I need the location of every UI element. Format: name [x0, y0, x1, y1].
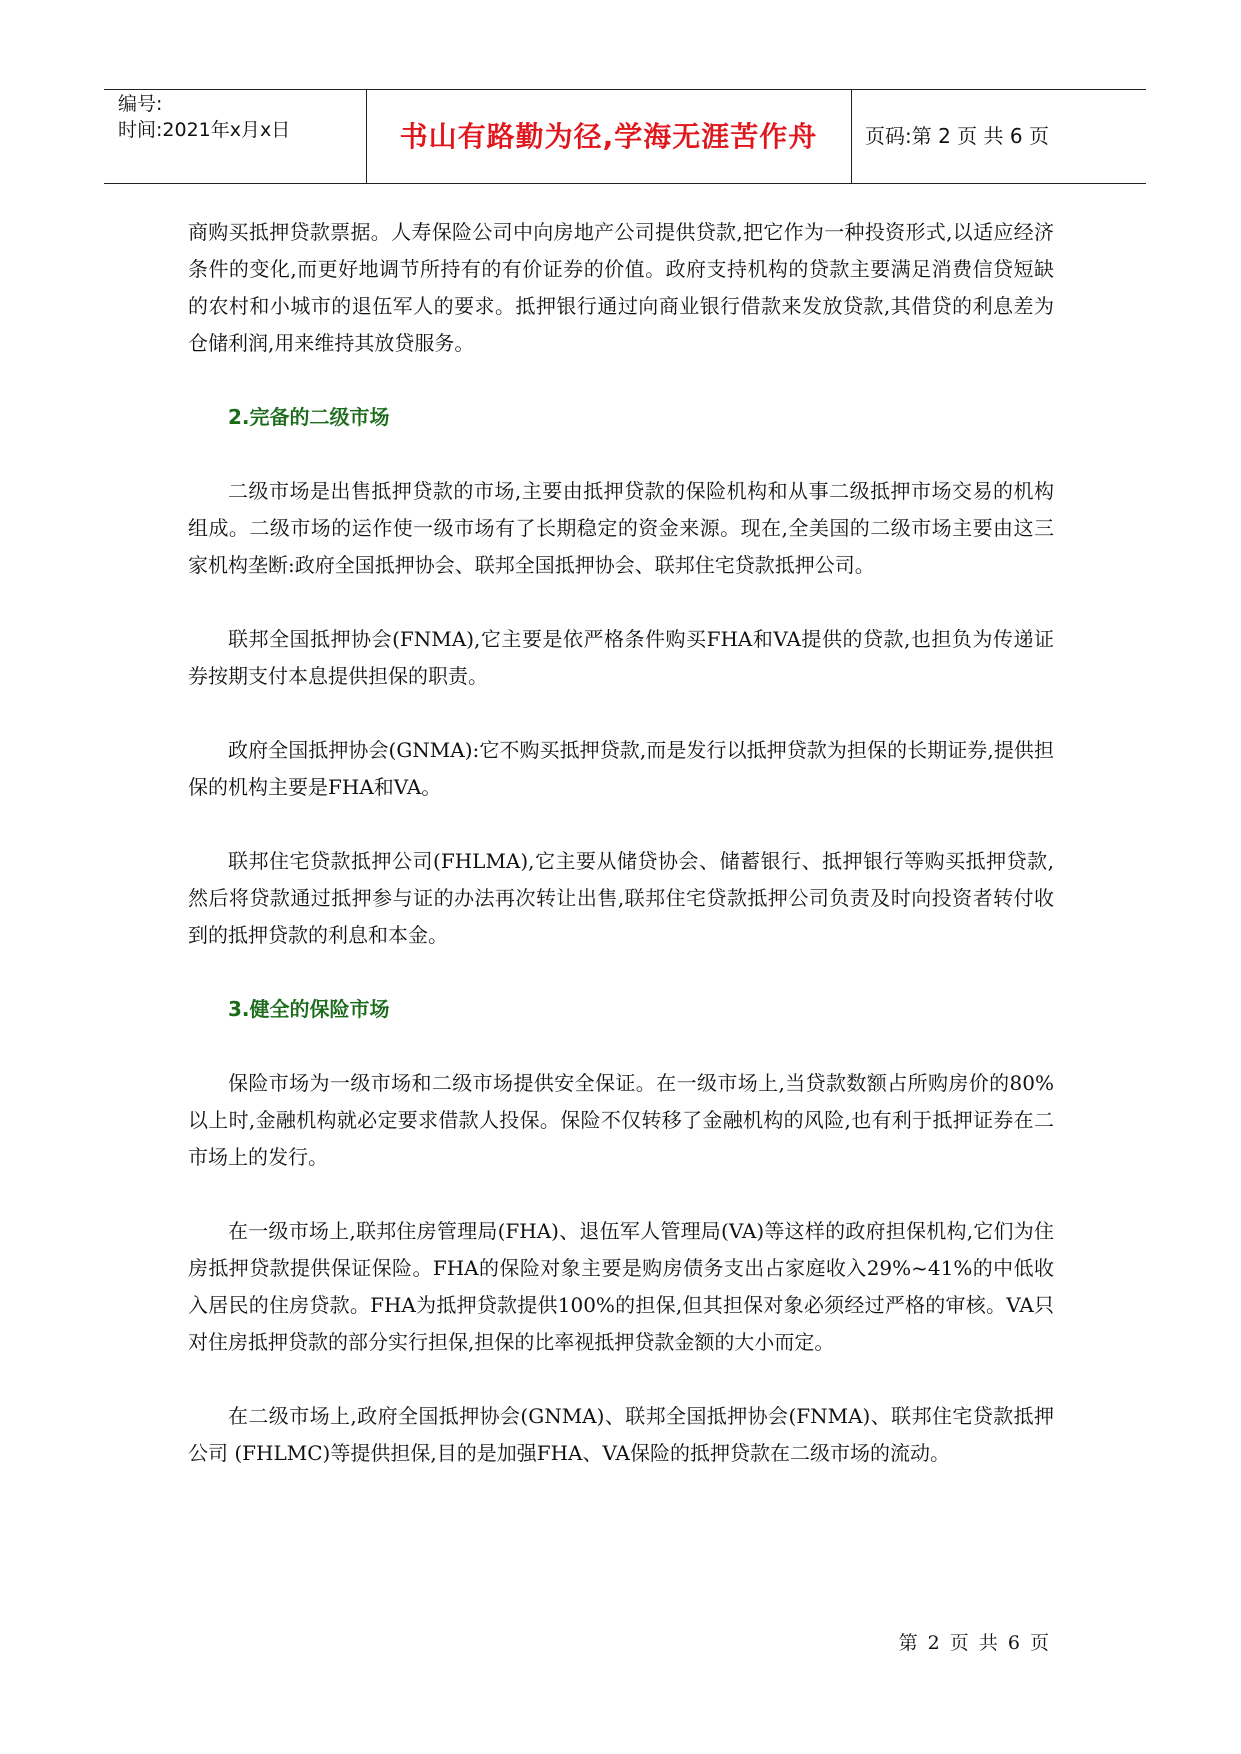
paragraph-primary-market-insurance: 在一级市场上,联邦住房管理局(FHA)、退伍军人管理局(VA)等这样的政府担保机构,它们为住房抵押贷款提供保证保险。FHA的保险对象主要是购房债务支出占家庭收入29%~41%的中低收入居民的住房贷款。FHA为抵押贷款提供100%的担保,但其担保对象必须经过严格的审核。VA只对住房抵押贷款的部分实行担保,担保的比率视抵押贷款金额的大小而定。	[188, 1219, 1054, 1354]
page-header	[104, 89, 1146, 184]
paragraph-fnma: 联邦全国抵押协会(FNMA),它主要是依严格条件购买FHA和VA提供的贷款,也担负为传递证券按期支付本息提供担保的职责。	[188, 627, 1054, 688]
paragraph-secondary-market: 二级市场是出售抵押贷款的市场,主要由抵押贷款的保险机构和从事二级抵押市场交易的机构组成。二级市场的运作使一级市场有了长期稳定的资金来源。现在,全美国的二级市场主要由这三家机构垄断:政府全国抵押协会、联邦全国抵押协会、联邦住宅贷款抵押公司。	[188, 479, 1054, 577]
paragraph-gnma: 政府全国抵押协会(GNMA):它不购买抵押贷款,而是发行以抵押贷款为担保的长期证券,提供担保的机构主要是FHA和VA。	[188, 738, 1054, 799]
header-meta	[104, 90, 366, 183]
paragraph-secondary-market-insurance: 在二级市场上,政府全国抵押协会(GNMA)、联邦全国抵押协会(FNMA)、联邦住宅贷款抵押公司 (FHLMC)等提供担保,目的是加强FHA、VA保险的抵押贷款在二级市场的流动。	[188, 1404, 1054, 1465]
page-footer: 第 2 页 共 6 页	[898, 1632, 1051, 1654]
document-body	[188, 214, 1054, 1509]
section-heading-secondary-market: 2.完备的二级市场	[228, 405, 390, 429]
paragraph-continued: 商购买抵押贷款票据。人寿保险公司中向房地产公司提供贷款,把它作为一种投资形式,以适应经济条件的变化,而更好地调节所持有的有价证券的价值。政府支持机构的贷款主要满足消费信贷短缺的农村和小城市的退伍军人的要求。抵押银行通过向商业银行借款来发放贷款,其借贷的利息差为仓储利润,用来维持其放贷服务。	[188, 220, 1054, 355]
section-heading-insurance-market: 3.健全的保险市场	[228, 997, 390, 1021]
paragraph-fhlma: 联邦住宅贷款抵押公司(FHLMA),它主要从储贷协会、储蓄银行、抵押银行等购买抵押贷款,然后将贷款通过抵押参与证的办法再次转让出售,联邦住宅贷款抵押公司负责及时向投资者转付收到的抵押贷款的利息和本金。	[188, 849, 1054, 947]
document-time-label: 时间:2021年x月x日	[118, 119, 291, 141]
paragraph-insurance-market: 保险市场为一级市场和二级市场提供安全保证。在一级市场上,当贷款数额占所购房价的80%以上时,金融机构就必定要求借款人投保。保险不仅转移了金融机构的风险,也有利于抵押证券在二市场上的发行。	[188, 1071, 1054, 1169]
header-page-number: 页码:第 2 页 共 6 页	[865, 124, 1049, 148]
document-number-label: 编号:	[118, 93, 163, 115]
header-motto: 书山有路勤为径,学海无涯苦作舟	[399, 120, 818, 153]
